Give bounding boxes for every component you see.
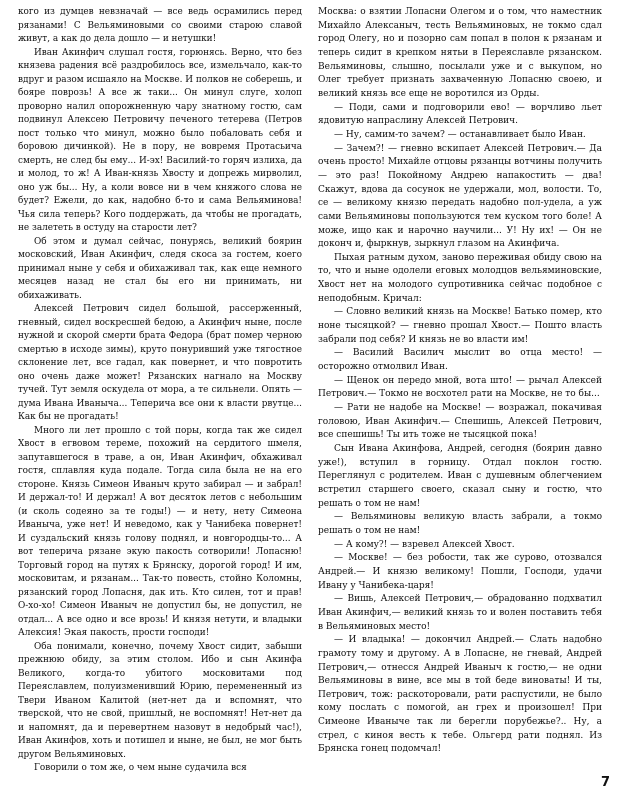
right-paragraph: — Рати не надобе на Москве! — возражал, покачивая головою, Иван Акинфич.— Спешишь, Алексей Петрович, все спешишь! Ты ить тоже не тысяцкой пока! xyxy=(318,403,602,441)
right-paragraph: — Щенок он передо мной, вота што! — рычал Алексей Петрович.— Токмо не восхотел рати на Москве, не то бы... xyxy=(318,375,602,400)
left-paragraph: Алексей Петрович сидел большой, рассерженный, гневный, сидел воскресшей бедою, а Акинфич ныне, после нужной и скорой смерти брата Федора (брат помер черною смертью в исходе зимы), круто понуривший уже тягостное склонение лет, все гадал, как повернет, и что повротить оно очень даже может! Рязанских нагнало на Москву тучей. Тут земля оскудела от мора, а те сильнели. Опять — дума Ивана Иваныча... Теперича все они к власти рвутце... Как бы не прогадать! xyxy=(18,304,302,422)
left-paragraph: Много ли лет прошло с той поры, когда так же сидел Хвост в егвовом тереме, похожий на сердитого шмеля, запутавшегося в траве, а он, Иван Акинфич, обхаживал гостя, сплавляя куда подале. Тогда сила была не на его стороне. Князь Симеон Иваныч круто забирал — и забрал! И держал-то! И держал! А вот десяток летов с небольшим (и сколь содеяно за те годы!) — и нету, нету Симеона Иваныча, уже нет! И неведомо, как у Чанибека повернет! И суздальский князь голову поднял, и новгородцы-то... А вот теперича рязане экую пакость сотворили! Лопасню! Торговый город на путях к Брянску, дорогой город! И им, московитам, и рязанам... Так-то повесть, стойно Коломны, рязанский город Лопасня, дак ить. Кто силен, тот и прав! О-хо-хо! Симеон Иваныч не допустил бы, не допустил, не отдал... А все одно и все врозь! И князя нетути, и владыки Алексия! Экая пакость, прости господи! xyxy=(18,425,302,638)
right-paragraph: — Вельяминовы великую власть забрали, а токмо решать о том не нам! xyxy=(318,512,602,536)
right-paragraph: Сын Ивана Акинфова, Андрей, сегодня (боярин давно уже!), вступил в горницу. Отдал поклон гостю. Переглянул с родителем. Иван с душевным облегчением встретил старшего своего, сказал сыну и гостю, что решать о том не нам! xyxy=(318,444,602,509)
right-paragraph: — Москве! — без робости, так же сурово, отозвался Андрей.— И князю великому! Пошли, Господи, удачи Ивану у Чанибека-царя! xyxy=(318,553,602,591)
right-paragraph: — И владыка! — докончил Андрей.— Слать надобно грамоту тому и другому. А в Лопасне, не гневай, Андрей Петрович,— отнесся Андрей Иваныч к гостю,— не одни Вельяминовы в вине, все мы в той беде виноваты! И ты, Петрович, тож: раскоторовали, рати распустили, не было кому послать с помогой, ан грех и произошел! При Симеоне Иваныче так ли берегли порубежье?.. Ну, а стрел, с киноя весть к тебе. Ольгерд рати поднял. Из Брянска гонец подомчал! xyxy=(318,635,602,755)
left-paragraph: Оба понимали, конечно, почему Хвост сидит, забыши прежнюю обиду, за этим столом. Ибо и сын Акинфа Великого, когда-то убитого московитами под Переяславлем, полуизменивший Юрию, перемененный из Твери Иваном Калитой (нет-нет да и вспомнят, что тверской, что не свой, пришлый, не воспомнят! Нет-нет да и напомнят, да и перевертнем назовут в недобрый час!), Иван Акинфов, хоть и потишел и ныне, не был, не мог быть другом Вельяминовых. xyxy=(18,641,302,760)
right-paragraph: — Василий Василич мыслит во отца место! — осторожно отмолвил Иван. xyxy=(318,348,602,373)
right-paragraph: — Поди, сами и подговорили ево! — ворчливо льет ядовитую напраслину Алексей Петрович. xyxy=(318,102,602,127)
left-paragraph: Об этом и думал сейчас, понурясь, великий боярин московский, Иван Акинфич, следя скоса за гостем, коего принимал ныне у себя и обихаживал так, как еще немного месяцев назад не стал бы его ни принимать, ни обихаживать. xyxy=(18,236,302,301)
left-text-column xyxy=(18,6,302,776)
right-text-column xyxy=(318,6,602,757)
left-paragraph: кого из думцев невзначай — все ведь осрамились перед рязанами! С Вельяминовыми со своими старою славой живут, а как до дела дошло — и нетушки! xyxy=(18,7,302,44)
left-paragraph: Говорили о том же, о чем ныне судачила вся xyxy=(34,763,247,773)
right-paragraph: — Словно великий князь на Москве! Батько помер, кто ноне тысяцкой? — гневно прошал Хвост.— Пошто власть забрали под себя? И князь не во власти им! xyxy=(318,307,602,345)
right-paragraph: — Зачем?! — гневно вскипает Алексей Петрович.— Да очень просто! Михайле отцовы рязанцы вотчины получить — это раз! Покойному Андрею напакостить — два! Скажут, вдова да сосунок не удержали, мол, волости. То, се — великому князю передать надобно пол-удела, а уж сами Вельяминовы попользуются тем куском того боле! А може, ищо как и нарочно научили... У! Ну их! — Он не доконч и, фыркнув, зыркнул глазом на Акинфича. xyxy=(318,143,602,250)
right-paragraph: — Вишь, Алексей Петрович,— обрадованно подхватил Иван Акинфич,— великий князь то и волен поставить тебя в Вельяминовых место! xyxy=(318,594,602,632)
left-paragraph: Иван Акинфич слушал гостя, горюнясь. Верно, что без князева радения всё раздробилось все, измельчало, как-то вдруг и разом исшаяло на Москве. И полков не соберешь, и бояре поврозь! А все ж таки... Он минул слуге, холоп проворно налил опорожненную чару знатному гостю, сам подвинул Алексею Петровичу печеного тетерева (Петров пост только что минул, можно было побаловать себя и боровою дичинкой). Не в пору, не вовремя Протасьича смерть, не след бы ему... И-эх! Василий-то горяч излиха, да и молод, то ж! А Иван-князь Хвосту и допрежь мирволил, оно уж бы... Ну, а коли вовсе ни в чем княжого слова не будет? Ежели, до как, надобно б-то и сама Вельяминова! Чья сила теперь? Кого поддержать, да чтобы не прогадать, не залететь в остуду на старости лет? xyxy=(18,47,302,233)
right-paragraph: Пыхая ратным духом, заново переживая обиду свою на то, что и ныне одолели еговых молодцов вельяминовские, Хвост нет на молодого супротивника сейчас подобное с неподобным. Кричал: xyxy=(318,252,602,304)
right-paragraph: — А кому?! — взревел Алексей Хвост. xyxy=(334,539,515,550)
right-paragraph: Москва: о взятии Лопасни Олегом и о том, что наместник Михайло Алексаныч, тесть Вельяминовых, не токмо сдал город Олегу, но и позорно сам попал в полон к рязанам и теперь сидит в крепком нятьи в Переяславле рязанском. Вельяминовы, слышно, посылали уже и с выкупом, но Олег требует признать захваченную Лопасню своею, и великий князь все еще не воротился из Орды. xyxy=(318,7,602,99)
page-number: 7 xyxy=(600,775,610,790)
right-paragraph: — Ну, самим-то зачем? — останавливает было Иван. xyxy=(334,129,586,140)
